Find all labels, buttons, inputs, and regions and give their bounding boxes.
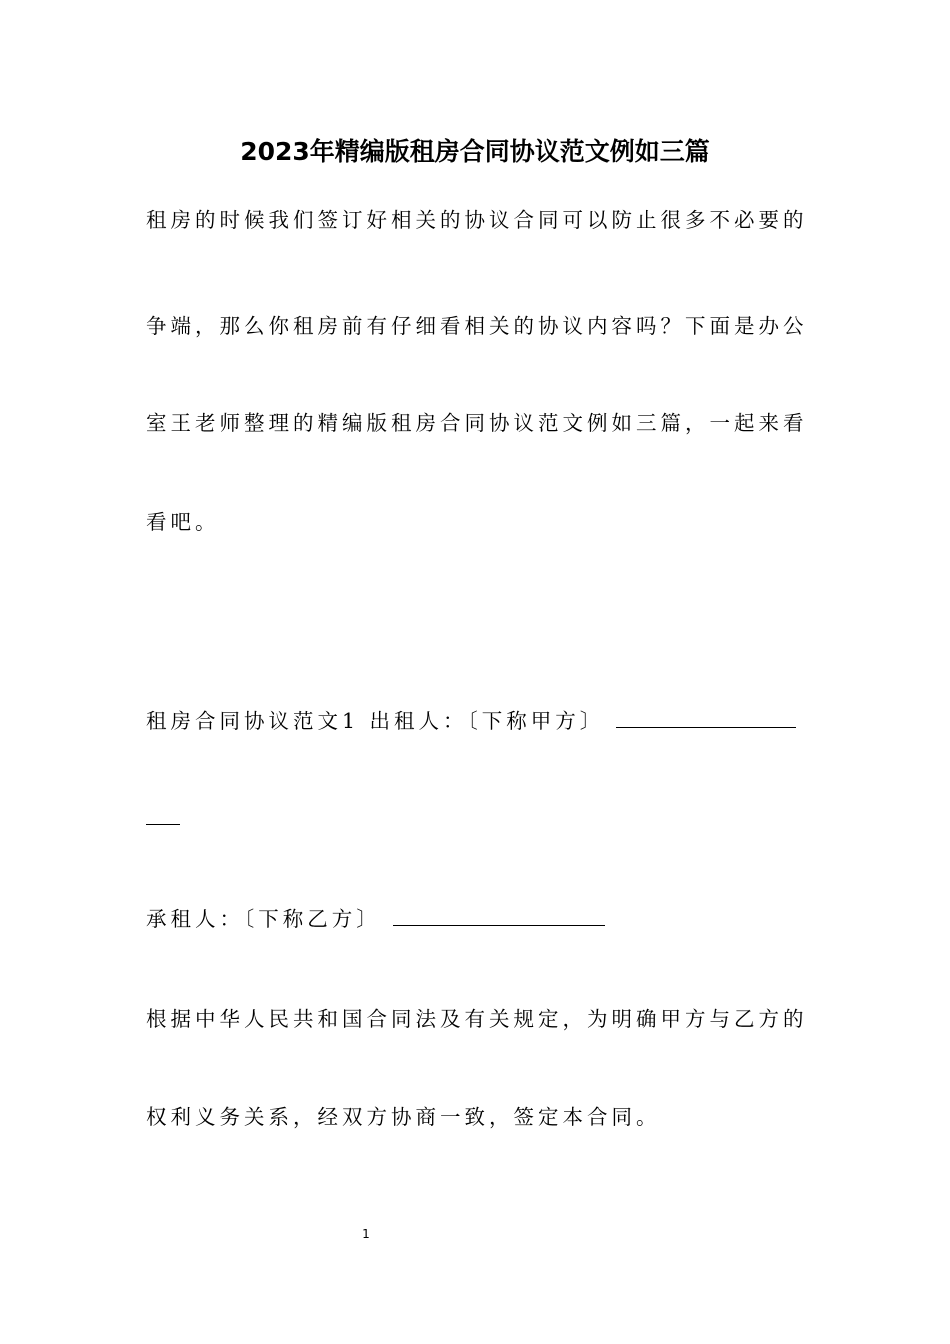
party-a-label: 租房合同协议范文1 出租人：〔下称甲方〕 [146, 709, 605, 733]
intro-line-2: 争端，那么你租房前有仔细看相关的协议内容吗？下面是办公 [146, 314, 808, 338]
page-number: 1 [362, 1227, 370, 1241]
document-title: 2023年精编版租房合同协议范文例如三篇 [240, 137, 710, 166]
party-a-blank [616, 703, 796, 728]
intro-line-1: 租房的时候我们签订好相关的协议合同可以防止很多不必要的 [146, 208, 808, 232]
party-a-line [146, 703, 796, 738]
body-line-1: 根据中华人民共和国合同法及有关规定，为明确甲方与乙方的 [146, 1007, 808, 1031]
intro-line-4: 看吧。 [146, 510, 220, 534]
party-b-label: 承租人：〔下称乙方〕 [146, 907, 381, 931]
body-line-2: 权利义务关系，经双方协商一致，签定本合同。 [146, 1105, 661, 1129]
party-b-line [146, 901, 605, 936]
party-a-blank-continuation [146, 800, 180, 825]
party-a-line-continuation [146, 800, 180, 835]
intro-line-3: 室王老师整理的精编版租房合同协议范文例如三篇，一起来看 [146, 411, 808, 435]
party-b-blank [393, 901, 605, 926]
